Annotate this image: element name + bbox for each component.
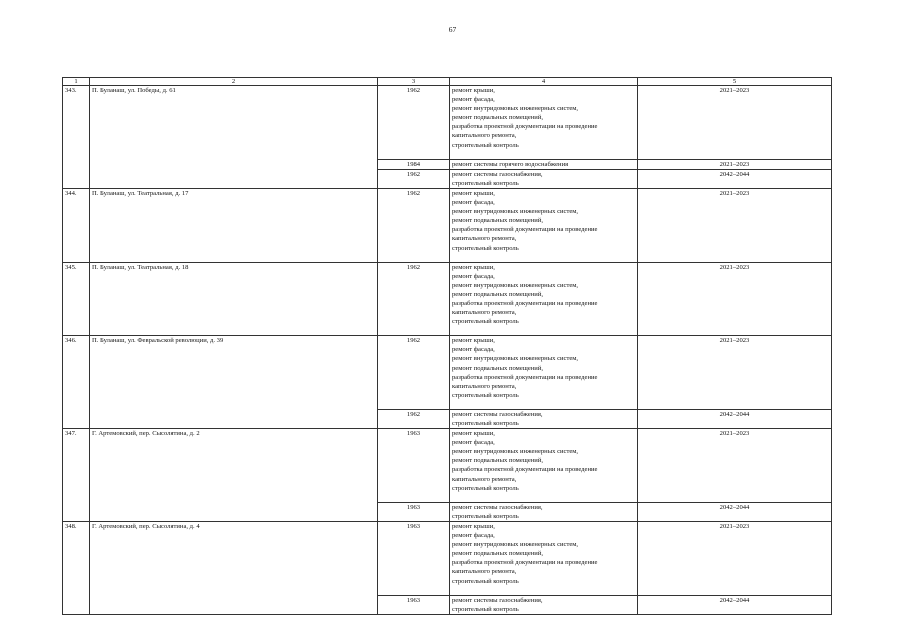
table-row xyxy=(63,86,832,160)
work-type-line: капитального ремонта, xyxy=(452,568,517,576)
work-type-line: ремонт фасада, xyxy=(452,96,495,104)
row-number: 343. xyxy=(63,86,90,189)
cell-padding xyxy=(452,150,635,159)
work-type-line: ремонт подвальных помещений, xyxy=(452,114,543,122)
column-number-3: 3 xyxy=(378,78,450,86)
table-row xyxy=(63,429,832,503)
work-type-line: ремонт крыши, xyxy=(452,263,495,271)
work-type-line: строительный контроль xyxy=(452,512,519,520)
work-types-cell xyxy=(450,169,638,188)
repair-period-cell: 2042–2044 xyxy=(638,595,832,614)
year-cell: 1962 xyxy=(378,86,450,160)
work-types-cell xyxy=(450,188,638,262)
repair-period-cell: 2021–2023 xyxy=(638,262,832,336)
repair-period-cell: 2021–2023 xyxy=(638,86,832,160)
work-type-line: ремонт внутридомовых инженерных систем, xyxy=(452,355,579,363)
work-type-line: разработка проектной документации на проведение xyxy=(452,466,598,474)
repair-period-cell: 2021–2023 xyxy=(638,188,832,262)
work-type-line: ремонт крыши, xyxy=(452,337,495,345)
year-cell: 1962 xyxy=(378,409,450,428)
work-type-line: ремонт фасада, xyxy=(452,346,495,354)
work-type-line: капитального ремонта, xyxy=(452,132,517,140)
work-type-line: ремонт подвальных помещений, xyxy=(452,217,543,225)
work-type-line: ремонт внутридомовых инженерных систем, xyxy=(452,541,579,549)
repair-schedule-table xyxy=(62,77,832,615)
row-number: 346. xyxy=(63,336,90,429)
work-type-line: ремонт крыши, xyxy=(452,522,495,530)
row-number: 345. xyxy=(63,262,90,336)
repair-period-cell: 2021–2023 xyxy=(638,429,832,503)
column-number-1: 1 xyxy=(63,78,90,86)
work-types-cell xyxy=(450,86,638,160)
cell-padding xyxy=(452,400,635,409)
building-address: П. Буланаш, ул. Победы, д. 61 xyxy=(90,86,378,189)
work-type-line: ремонт фасада, xyxy=(452,199,495,207)
work-type-line: строительный контроль xyxy=(452,420,519,427)
work-type-line: ремонт системы горячего водоснабжения xyxy=(452,160,569,168)
cell-padding xyxy=(452,326,635,335)
row-number: 344. xyxy=(63,188,90,262)
repair-period-cell: 2042–2044 xyxy=(638,169,832,188)
work-type-line: ремонт внутридомовых инженерных систем, xyxy=(452,448,579,456)
work-type-line: ремонт крыши, xyxy=(452,87,495,94)
table-row xyxy=(63,262,832,336)
work-type-line: ремонт внутридомовых инженерных систем, xyxy=(452,208,579,216)
building-address: П. Буланаш, ул. Театральная, д. 18 xyxy=(90,262,378,336)
work-type-line: разработка проектной документации на проведение xyxy=(452,373,598,381)
work-type-line: строительный контроль xyxy=(452,244,519,252)
work-types-cell xyxy=(450,429,638,503)
work-type-line: строительный контроль xyxy=(452,141,519,149)
work-types-cell xyxy=(450,159,638,169)
year-cell: 1963 xyxy=(378,502,450,521)
work-type-line: ремонт системы газоснабжения, xyxy=(452,596,543,604)
repair-period-cell: 2042–2044 xyxy=(638,502,832,521)
work-types-cell xyxy=(450,262,638,336)
work-type-line: ремонт внутридомовых инженерных систем, xyxy=(452,105,579,113)
work-type-line: ремонт крыши, xyxy=(452,189,495,197)
work-type-line: строительный контроль xyxy=(452,318,519,326)
work-type-line: капитального ремонта, xyxy=(452,475,517,483)
work-type-line: ремонт фасада, xyxy=(452,272,495,280)
work-type-line: ремонт крыши, xyxy=(452,430,495,438)
work-types-cell xyxy=(450,336,638,410)
work-type-line: строительный контроль xyxy=(452,577,519,585)
work-type-line: капитального ремонта, xyxy=(452,382,517,390)
table-header-row xyxy=(63,78,832,86)
work-type-line: разработка проектной документации на проведение xyxy=(452,559,598,567)
year-cell: 1962 xyxy=(378,336,450,410)
page-number: 67 xyxy=(448,25,457,34)
repair-period-cell: 2021–2023 xyxy=(638,521,832,595)
repair-period-cell: 2021–2023 xyxy=(638,336,832,410)
work-type-line: ремонт подвальных помещений, xyxy=(452,457,543,465)
column-number-4: 4 xyxy=(450,78,638,86)
column-number-5: 5 xyxy=(638,78,832,86)
cell-padding xyxy=(452,253,635,262)
year-cell: 1963 xyxy=(378,595,450,614)
work-types-cell xyxy=(450,502,638,521)
work-types-cell xyxy=(450,595,638,614)
work-type-line: разработка проектной документации на проведение xyxy=(452,299,598,307)
year-cell: 1962 xyxy=(378,262,450,336)
work-types-cell xyxy=(450,409,638,428)
repair-period-cell: 2042–2044 xyxy=(638,409,832,428)
work-type-line: ремонт фасада, xyxy=(452,439,495,447)
work-types-cell xyxy=(450,521,638,595)
table-row xyxy=(63,521,832,595)
work-type-line: строительный контроль xyxy=(452,484,519,492)
year-cell: 1984 xyxy=(378,159,450,169)
row-number: 347. xyxy=(63,429,90,522)
work-type-line: капитального ремонта, xyxy=(452,235,517,243)
work-type-line: строительный контроль xyxy=(452,605,519,613)
work-type-line: ремонт фасада, xyxy=(452,532,495,540)
cell-padding xyxy=(452,586,635,595)
work-type-line: разработка проектной документации на проведение xyxy=(452,123,598,131)
cell-padding xyxy=(452,493,635,502)
work-type-line: разработка проектной документации на проведение xyxy=(452,226,598,234)
repair-period-cell: 2021–2023 xyxy=(638,159,832,169)
work-type-line: ремонт подвальных помещений, xyxy=(452,290,543,298)
building-address: П. Буланаш, ул. Театральная, д. 17 xyxy=(90,188,378,262)
year-cell: 1963 xyxy=(378,429,450,503)
building-address: Г. Артемовский, пер. Сысолятина, д. 4 xyxy=(90,521,378,614)
table-row xyxy=(63,336,832,410)
building-address: П. Буланаш, ул. Февральской революции, д. 39 xyxy=(90,336,378,429)
year-cell: 1962 xyxy=(378,188,450,262)
table-row xyxy=(63,188,832,262)
work-type-line: ремонт системы газоснабжения, xyxy=(452,410,543,418)
work-type-line: ремонт системы газоснабжения, xyxy=(452,170,543,178)
row-number: 348. xyxy=(63,521,90,614)
year-cell: 1963 xyxy=(378,521,450,595)
work-type-line: капитального ремонта, xyxy=(452,309,517,317)
work-type-line: ремонт системы газоснабжения, xyxy=(452,503,543,511)
year-cell: 1962 xyxy=(378,169,450,188)
work-type-line: ремонт подвальных помещений, xyxy=(452,364,543,372)
building-address: Г. Артемовский, пер. Сысолятина, д. 2 xyxy=(90,429,378,522)
work-type-line: ремонт подвальных помещений, xyxy=(452,550,543,558)
work-type-line: строительный контроль xyxy=(452,391,519,399)
column-number-2: 2 xyxy=(90,78,378,86)
work-type-line: ремонт внутридомовых инженерных систем, xyxy=(452,281,579,289)
work-type-line: строительный контроль xyxy=(452,179,519,187)
